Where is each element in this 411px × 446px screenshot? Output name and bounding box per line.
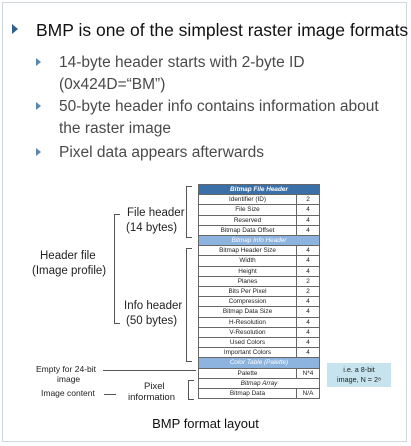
table-row	[199, 317, 320, 327]
table-row	[199, 195, 320, 205]
table-row	[199, 297, 320, 307]
table-row	[199, 307, 320, 317]
sub-bullet-line1: 14-byte header starts with 2-byte ID	[59, 54, 305, 71]
file-header-label: File header	[127, 207, 185, 219]
field-name: Planes	[199, 276, 297, 286]
header-file-sub: (Image profile)	[32, 265, 107, 277]
empty-label-1: Empty for 24-bit	[36, 364, 96, 374]
diagram-caption: BMP format layout	[152, 416, 259, 431]
image-content-label: Image content	[41, 388, 95, 398]
field-size: 2	[297, 276, 320, 286]
field-size: 4	[297, 256, 320, 266]
field-size: 4	[297, 317, 320, 327]
palette-title: Color Table (Palette)	[199, 358, 320, 368]
field-size: 4	[297, 327, 320, 337]
field-name: Compression	[199, 297, 297, 307]
palette-note-line2: image, N = 2⁸	[337, 375, 381, 384]
pixel-info-label-1: Pixel	[144, 381, 165, 392]
table-row	[199, 256, 320, 266]
field-name: Identifier (ID)	[199, 195, 297, 205]
field-size: 4	[297, 225, 320, 235]
file-header-title: Bitmap File Header	[199, 185, 320, 195]
field-name: Reserved	[199, 215, 297, 225]
field-name: Bitmap Data	[199, 389, 297, 399]
header-file-brace	[114, 214, 120, 324]
info-header-label: Info header	[124, 300, 183, 312]
sub-bullet-line2: (0x424D=“BM”)	[59, 76, 166, 93]
field-size: 4	[297, 266, 320, 276]
empty-label-2: image	[57, 374, 81, 384]
field-size: 4	[297, 215, 320, 225]
table-row	[199, 215, 320, 225]
bullet-arrow-icon	[36, 102, 41, 110]
field-size: 4	[297, 307, 320, 317]
field-name: Bitmap Header Size	[199, 246, 297, 256]
sub-bullet-line1: 50-byte header info contains information about	[59, 98, 379, 115]
field-name: H-Resolution	[199, 317, 297, 327]
table-row	[199, 205, 320, 215]
table-row	[199, 276, 320, 286]
info-header-size: (50 bytes)	[126, 315, 178, 327]
file-header-brace	[186, 186, 192, 238]
palette-note	[327, 363, 391, 387]
field-name: Used Colors	[199, 338, 297, 348]
field-size: 4	[297, 297, 320, 307]
info-header-brace	[186, 248, 192, 362]
image-content-dash	[104, 394, 116, 395]
palette-note-line1: i.e. a 8-bit	[343, 365, 375, 374]
bullet-arrow-icon	[36, 58, 41, 66]
field-size: 2	[297, 287, 320, 297]
bullet-arrow-icon	[12, 24, 18, 34]
table-row	[199, 389, 320, 399]
field-size: 4	[297, 205, 320, 215]
table-row	[199, 246, 320, 256]
sub-bullet-line2: the raster image	[59, 120, 171, 137]
field-size: 4	[297, 348, 320, 358]
field-name: File Size	[199, 205, 297, 215]
bitmap-array-title: Bitmap Array	[199, 378, 320, 388]
field-size: 4	[297, 338, 320, 348]
field-name: Bitmap Data Offset	[199, 225, 297, 235]
field-size: 2	[297, 195, 320, 205]
bullet-arrow-icon	[36, 148, 41, 156]
field-size: N/A	[297, 389, 320, 399]
table-row	[199, 368, 320, 378]
empty-connector-line	[103, 370, 196, 371]
title-text: BMP is one of the simplest raster image formats	[36, 20, 409, 40]
info-header-title: Bitmap Info Header	[199, 236, 320, 246]
field-name: Height	[199, 266, 297, 276]
table-row	[199, 287, 320, 297]
field-name: Palette	[199, 368, 297, 378]
file-header-size: (14 bytes)	[126, 222, 178, 234]
field-name: Bitmap Data Size	[199, 307, 297, 317]
field-name: Width	[199, 256, 297, 266]
table-row	[199, 348, 320, 358]
bmp-structure-table	[198, 184, 320, 399]
sub-bullet-line1: Pixel data appears afterwards	[59, 144, 265, 161]
field-size: 4	[297, 246, 320, 256]
table-row	[199, 338, 320, 348]
field-name: V-Resolution	[199, 327, 297, 337]
table-row	[199, 327, 320, 337]
table-row	[199, 225, 320, 235]
header-file-label: Header file	[40, 250, 96, 262]
table-row	[199, 266, 320, 276]
pixel-info-label-2: information	[128, 392, 175, 403]
field-name: Important Colors	[199, 348, 297, 358]
pixel-info-brace	[188, 380, 194, 400]
field-name: Bits Per Pixel	[199, 287, 297, 297]
field-size: N*4	[297, 368, 320, 378]
